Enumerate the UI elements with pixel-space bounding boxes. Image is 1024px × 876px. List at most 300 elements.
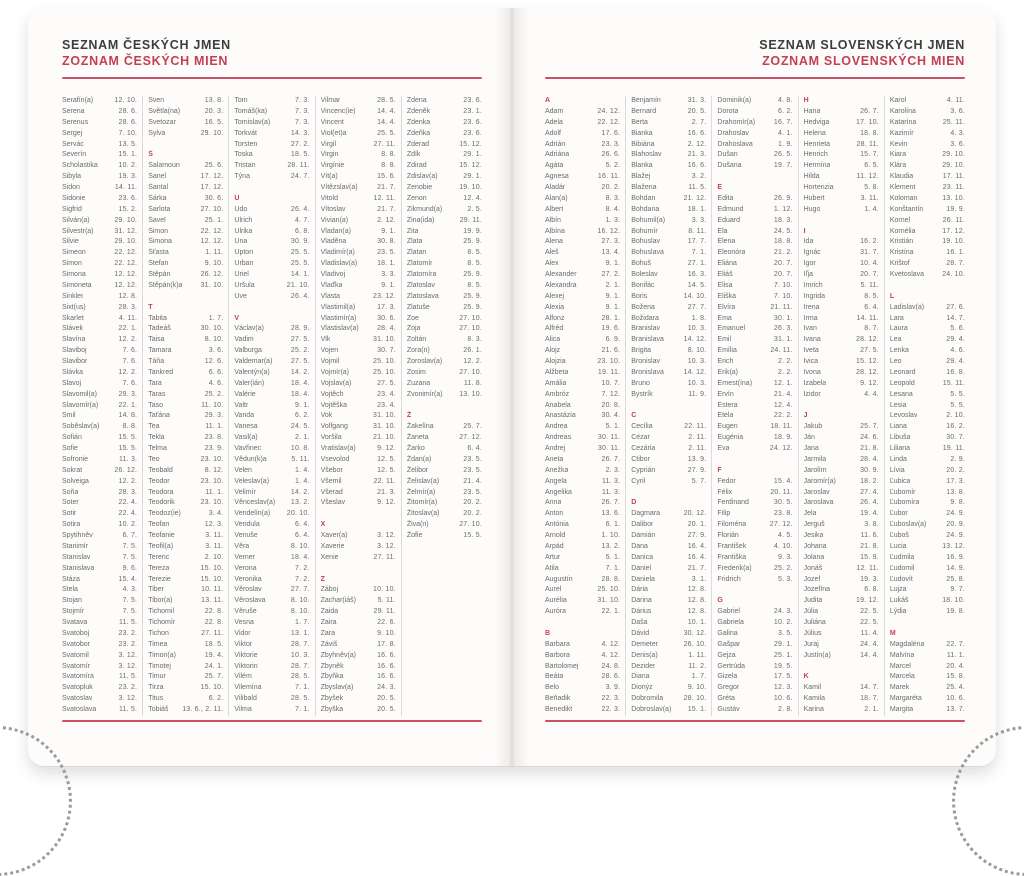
name-day-row bbox=[804, 248, 879, 259]
name-day-row bbox=[545, 140, 620, 151]
date-label: 31. 12. bbox=[114, 227, 138, 235]
name-day-row bbox=[717, 107, 792, 118]
name-label: Jonáš bbox=[803, 564, 823, 572]
name-day-row bbox=[62, 585, 137, 596]
name-day-row bbox=[148, 488, 223, 499]
name-day-row bbox=[545, 379, 620, 390]
name-day-row bbox=[545, 477, 620, 488]
date-label: 15. 5. bbox=[118, 434, 138, 442]
date-label: 23. 1. bbox=[463, 107, 483, 115]
date-label: 12. 5. bbox=[377, 466, 396, 474]
name-label: Virgil bbox=[320, 140, 337, 148]
date-label: 24. 12. bbox=[769, 445, 793, 452]
name-day-row bbox=[321, 379, 396, 390]
name-day-row bbox=[545, 411, 620, 422]
name-label: Vítoslav bbox=[320, 205, 346, 213]
name-label: Andreas bbox=[545, 434, 572, 442]
date-label: 28. 5. bbox=[377, 97, 396, 104]
name-label: Vojtěška bbox=[320, 401, 348, 409]
name-day-row bbox=[62, 564, 137, 575]
name-day-row bbox=[717, 248, 792, 259]
date-label: 17. 10. bbox=[856, 118, 879, 126]
name-day-row bbox=[234, 477, 309, 488]
date-label: 3. 6. bbox=[208, 347, 224, 355]
date-label: 6. 4. bbox=[294, 521, 310, 529]
date-label: 7. 2. bbox=[294, 575, 310, 583]
name-label: Sinkler bbox=[62, 292, 84, 300]
name-day-row bbox=[545, 227, 620, 238]
name-label: Viktorie bbox=[234, 651, 258, 659]
date-label: 18. 3. bbox=[773, 216, 793, 224]
date-label: 22. 6. bbox=[377, 619, 396, 626]
date-label: 31. 1. bbox=[773, 336, 793, 344]
name-label: Svatopluk bbox=[62, 684, 93, 692]
name-day-row bbox=[148, 161, 223, 172]
name-label: Vratislav(a) bbox=[320, 445, 356, 452]
name-day-row bbox=[148, 335, 223, 346]
name-day-row bbox=[148, 270, 223, 281]
date-label: 12. 2. bbox=[118, 336, 138, 344]
name-label: Dária bbox=[631, 586, 648, 594]
name-day-row bbox=[717, 531, 792, 542]
name-label: Svatomír bbox=[62, 662, 91, 670]
name-day-row bbox=[890, 248, 965, 259]
name-day-row bbox=[631, 651, 706, 662]
name-label: Adam bbox=[545, 107, 564, 115]
name-label: Hedviga bbox=[803, 118, 830, 126]
date-label: 1. 11. bbox=[688, 651, 707, 659]
name-day-row bbox=[148, 694, 223, 705]
name-day-row bbox=[545, 118, 620, 129]
name-label: Aleš bbox=[545, 249, 559, 257]
date-label: 3. 8. bbox=[864, 521, 879, 529]
name-day-row bbox=[631, 422, 706, 433]
date-label: 3. 3. bbox=[381, 271, 396, 278]
name-label: Vlaďka bbox=[320, 281, 343, 289]
name-label: Vilemína bbox=[234, 684, 262, 692]
name-label: Agáta bbox=[545, 162, 564, 170]
date-label: 30. 6. bbox=[204, 194, 224, 202]
name-label: Bohuslava bbox=[631, 249, 664, 257]
name-day-row bbox=[234, 444, 309, 455]
name-column bbox=[143, 96, 229, 716]
date-label: 23. 8. bbox=[204, 434, 224, 442]
name-day-row bbox=[62, 107, 137, 118]
date-label: 6. 2. bbox=[208, 695, 224, 703]
name-day-row bbox=[321, 248, 396, 259]
name-label: Silván(a) bbox=[62, 216, 90, 224]
date-label: 19. 11. bbox=[597, 368, 621, 376]
name-label: Filip bbox=[717, 510, 731, 518]
name-label: Marcel bbox=[889, 662, 911, 670]
name-day-row bbox=[890, 694, 965, 705]
name-day-row bbox=[62, 553, 137, 564]
name-label: Dominik(a) bbox=[717, 97, 752, 104]
name-label: Záviš bbox=[320, 640, 338, 648]
name-label: Týna bbox=[234, 173, 250, 181]
name-label: Galina bbox=[717, 629, 738, 637]
name-day-row bbox=[717, 683, 792, 694]
date-label: 27. 9. bbox=[687, 532, 707, 539]
name-label: Cezária bbox=[631, 445, 656, 452]
name-day-row bbox=[545, 303, 620, 314]
date-label: 20. 5. bbox=[377, 706, 396, 713]
name-label: Vlastislav(a) bbox=[320, 325, 359, 333]
date-label: 16. 12. bbox=[597, 227, 621, 235]
name-column bbox=[62, 96, 143, 716]
name-day-row bbox=[890, 422, 965, 433]
name-day-row bbox=[234, 520, 309, 531]
name-day-row bbox=[234, 346, 309, 357]
date-label: 24. 3. bbox=[773, 608, 793, 616]
date-label: 15. 10. bbox=[200, 564, 224, 572]
name-day-row bbox=[234, 357, 309, 368]
spacer-row bbox=[717, 585, 792, 596]
date-label: 6. 8. bbox=[864, 586, 879, 594]
name-day-row bbox=[148, 575, 223, 586]
name-day-row bbox=[717, 270, 792, 281]
name-label: Vendelín(a) bbox=[234, 510, 271, 518]
name-label: Teofil(a) bbox=[148, 542, 174, 550]
name-label: Vojslav(a) bbox=[320, 379, 352, 387]
name-day-row bbox=[62, 607, 137, 618]
section-letter: A bbox=[545, 97, 551, 104]
name-day-row bbox=[717, 281, 792, 292]
name-day-row bbox=[62, 444, 137, 455]
name-label: Liana bbox=[889, 423, 907, 431]
date-label: 1. 3. bbox=[605, 216, 621, 224]
name-label: Branislav bbox=[631, 325, 660, 333]
name-day-row bbox=[321, 292, 396, 303]
name-day-row bbox=[321, 96, 396, 107]
name-day-row bbox=[717, 553, 792, 564]
spacer-row bbox=[321, 564, 396, 575]
name-label: Blažej bbox=[631, 173, 651, 181]
date-label: 29. 4. bbox=[946, 336, 966, 344]
date-label: 25. 10. bbox=[373, 368, 396, 376]
name-day-row bbox=[62, 455, 137, 466]
date-label: 30. 11. bbox=[597, 445, 621, 452]
name-day-row bbox=[148, 564, 223, 575]
name-day-row bbox=[717, 542, 792, 553]
name-label: Soter bbox=[62, 499, 79, 507]
name-label: Ivica bbox=[803, 358, 819, 365]
name-label: Daniela bbox=[631, 575, 655, 583]
date-label: 23. 9. bbox=[204, 445, 224, 452]
name-label: Timotej bbox=[148, 662, 171, 670]
date-label: 31. 10. bbox=[597, 597, 621, 605]
date-label: 27. 5. bbox=[290, 358, 310, 365]
name-label: Blažena bbox=[631, 184, 657, 191]
name-day-row bbox=[890, 270, 965, 281]
name-label: Sofie bbox=[62, 445, 78, 452]
name-label: Ida bbox=[803, 238, 814, 246]
name-label: Vojen bbox=[320, 347, 339, 355]
name-label: Libuša bbox=[889, 434, 911, 442]
name-day-row bbox=[890, 531, 965, 542]
name-day-row bbox=[234, 390, 309, 401]
date-label: 25. 7. bbox=[204, 673, 224, 681]
name-label: Vlasta bbox=[320, 292, 341, 300]
date-label: 29. 10. bbox=[114, 216, 138, 224]
name-label: Dušan bbox=[717, 151, 738, 159]
name-label: Vilma bbox=[234, 706, 252, 713]
name-day-row bbox=[804, 640, 879, 651]
spacer-row bbox=[804, 401, 879, 412]
name-label: Alexia bbox=[545, 303, 565, 311]
name-day-row bbox=[148, 314, 223, 325]
name-day-row bbox=[148, 422, 223, 433]
date-label: 6. 7. bbox=[122, 532, 138, 539]
date-label: 11. 2. bbox=[688, 662, 707, 670]
name-day-row bbox=[62, 118, 137, 129]
name-day-row bbox=[804, 237, 879, 248]
name-day-row bbox=[631, 672, 706, 683]
name-day-row bbox=[717, 368, 792, 379]
name-day-row bbox=[890, 498, 965, 509]
section-letter: Z bbox=[320, 575, 325, 583]
name-day-row bbox=[717, 346, 792, 357]
name-day-row bbox=[631, 303, 706, 314]
name-label: Adriána bbox=[545, 151, 570, 159]
name-day-row bbox=[717, 705, 792, 716]
name-day-row bbox=[407, 237, 482, 248]
name-label: Irena bbox=[803, 303, 820, 311]
date-label: 26. 4. bbox=[860, 499, 879, 507]
section-letter: L bbox=[889, 292, 895, 300]
name-label: Bohumil(a) bbox=[631, 216, 666, 224]
name-label: Jerguš bbox=[803, 521, 825, 529]
name-day-row bbox=[321, 683, 396, 694]
date-label: 20. 2. bbox=[463, 499, 483, 507]
name-day-row bbox=[234, 411, 309, 422]
name-day-row bbox=[631, 542, 706, 553]
date-label: 20. 7. bbox=[773, 260, 793, 268]
name-label: Vítězslav(a) bbox=[320, 184, 358, 191]
name-day-row bbox=[717, 118, 792, 129]
date-label: 28. 12. bbox=[856, 336, 879, 344]
name-label: Eugen bbox=[717, 423, 738, 431]
name-label: Elisa bbox=[717, 281, 733, 289]
date-label: 7. 1. bbox=[294, 706, 310, 713]
name-day-row bbox=[62, 150, 137, 161]
date-label: 18. 10. bbox=[942, 597, 966, 605]
date-label: 3. 6. bbox=[950, 140, 966, 148]
name-label: Slávka bbox=[62, 368, 84, 376]
name-label: Dárius bbox=[631, 608, 652, 616]
date-label: 10. 2. bbox=[118, 162, 138, 170]
name-day-row bbox=[631, 466, 706, 477]
name-day-row bbox=[804, 422, 879, 433]
date-label: 22. 7. bbox=[946, 640, 966, 648]
name-day-row bbox=[890, 183, 965, 194]
name-label: Solveiga bbox=[62, 477, 89, 485]
left-name-day-columns bbox=[62, 96, 482, 716]
name-label: Aurel bbox=[545, 586, 562, 594]
date-label: 15. 4. bbox=[118, 575, 138, 583]
name-label: Gabriel bbox=[717, 608, 740, 616]
name-label: Tankred bbox=[148, 368, 174, 376]
name-day-row bbox=[62, 303, 137, 314]
date-label: 19. 9. bbox=[463, 227, 483, 235]
name-day-row bbox=[62, 248, 137, 259]
name-label: Anežka bbox=[545, 466, 569, 474]
name-day-row bbox=[62, 183, 137, 194]
date-label: 23. 5. bbox=[463, 466, 483, 474]
name-day-row bbox=[631, 585, 706, 596]
name-label: Všerad bbox=[320, 488, 343, 496]
date-label: 15. 4. bbox=[773, 477, 793, 485]
left-footer-rule bbox=[62, 720, 482, 722]
name-label: Vsevolod bbox=[320, 455, 350, 463]
date-label: 18. 4. bbox=[290, 553, 310, 561]
date-label: 16. 6. bbox=[687, 162, 707, 170]
date-label: 4. 6. bbox=[208, 379, 224, 387]
date-label: 28. 6. bbox=[118, 118, 138, 126]
date-label: 16. 6. bbox=[687, 129, 707, 137]
name-day-row bbox=[62, 368, 137, 379]
date-label: 28. 10. bbox=[683, 695, 707, 703]
name-day-row bbox=[804, 205, 879, 216]
name-day-row bbox=[890, 575, 965, 586]
name-label: Dalibor bbox=[631, 521, 654, 529]
name-day-row bbox=[62, 140, 137, 151]
name-label: Fridrich bbox=[717, 575, 741, 583]
name-day-row bbox=[321, 107, 396, 118]
date-label: 2. 10. bbox=[946, 412, 966, 420]
date-label: 10. 6. bbox=[773, 695, 793, 703]
date-label: 3. 4. bbox=[208, 510, 224, 518]
date-label: 20. 12. bbox=[683, 510, 707, 518]
name-day-row bbox=[321, 390, 396, 401]
name-label: Slávek bbox=[62, 325, 84, 333]
name-label: Žitoslav(a) bbox=[406, 510, 440, 518]
name-label: Elvíra bbox=[717, 303, 736, 311]
name-day-row bbox=[234, 585, 309, 596]
date-label: 12. 8. bbox=[687, 608, 707, 616]
date-label: 15. 9. bbox=[860, 553, 879, 561]
date-label: 20. 11. bbox=[770, 488, 793, 496]
date-label: 16. 3. bbox=[687, 271, 707, 278]
name-day-row bbox=[321, 150, 396, 161]
date-label: 21. 8. bbox=[860, 445, 879, 452]
name-label: Zosim bbox=[406, 368, 426, 376]
date-label: 25. 9. bbox=[463, 292, 483, 300]
date-label: 30. 9. bbox=[290, 238, 310, 246]
date-label: 8. 11. bbox=[688, 227, 707, 235]
name-label: Agnesa bbox=[545, 173, 569, 181]
name-day-row bbox=[407, 346, 482, 357]
date-label: 31. 10. bbox=[373, 412, 396, 420]
name-day-row bbox=[148, 607, 223, 618]
name-label: Gašpar bbox=[717, 640, 741, 648]
name-day-row bbox=[321, 542, 396, 553]
date-label: 15. 10. bbox=[200, 575, 224, 583]
name-day-row bbox=[804, 129, 879, 140]
name-label: Zora(n) bbox=[406, 347, 430, 355]
date-label: 29. 10. bbox=[942, 162, 966, 170]
name-label: Valer(ián) bbox=[234, 379, 265, 387]
name-label: Juraj bbox=[803, 640, 819, 648]
name-label: Simon bbox=[62, 260, 82, 268]
date-label: 28. 11. bbox=[856, 140, 879, 148]
date-label: 23. 6. bbox=[118, 194, 138, 202]
date-label: 23. 10. bbox=[200, 455, 224, 463]
name-label: Bonifác bbox=[631, 281, 655, 289]
date-label: 7. 6. bbox=[122, 379, 138, 387]
name-label: Vanda bbox=[234, 412, 255, 420]
name-label: Ľuboš bbox=[889, 532, 909, 539]
date-label: 12. 1. bbox=[773, 379, 793, 387]
name-day-row bbox=[804, 531, 879, 542]
name-label: Tadeáš bbox=[148, 325, 171, 333]
date-label: 3. 6. bbox=[950, 107, 966, 115]
name-label: Sibyla bbox=[62, 173, 82, 181]
name-label: Božidara bbox=[631, 314, 659, 322]
name-day-row bbox=[234, 509, 309, 520]
name-day-row bbox=[234, 672, 309, 683]
name-label: Uršula bbox=[234, 281, 255, 289]
name-day-row bbox=[545, 683, 620, 694]
name-day-row bbox=[545, 651, 620, 662]
date-label: 4. 12. bbox=[601, 640, 621, 648]
name-label: Jakub bbox=[803, 423, 823, 431]
date-label: 28. 4. bbox=[377, 325, 396, 333]
name-day-row bbox=[407, 259, 482, 270]
date-label: 10. 6. bbox=[946, 695, 966, 703]
date-label: 14. 5. bbox=[687, 281, 707, 289]
name-day-row bbox=[890, 161, 965, 172]
date-label: 30. 7. bbox=[946, 434, 966, 442]
date-label: 21. 4. bbox=[773, 390, 793, 398]
date-label: 21. 10. bbox=[373, 434, 396, 442]
name-label: Cyril bbox=[631, 477, 646, 485]
name-day-row bbox=[631, 183, 706, 194]
date-label: 8. 5. bbox=[864, 292, 879, 300]
name-day-row bbox=[631, 172, 706, 183]
name-label: Svatomíra bbox=[62, 673, 94, 681]
name-label: Jaroslava bbox=[803, 499, 834, 507]
name-day-row bbox=[631, 390, 706, 401]
name-label: Vitold bbox=[320, 194, 338, 202]
date-label: 24. 9. bbox=[946, 532, 966, 539]
name-day-row bbox=[321, 270, 396, 281]
name-day-row bbox=[717, 629, 792, 640]
name-label: Stojmír bbox=[62, 608, 85, 616]
name-label: Slavína bbox=[62, 336, 86, 344]
date-label: 12. 12. bbox=[200, 238, 224, 246]
name-day-row bbox=[717, 303, 792, 314]
date-label: 20. 2. bbox=[946, 466, 966, 474]
date-label: 17. 7. bbox=[687, 238, 707, 246]
name-day-row bbox=[62, 531, 137, 542]
name-label: Jaroslav bbox=[803, 488, 830, 496]
date-label: 15. 12. bbox=[459, 140, 483, 148]
name-day-row bbox=[631, 618, 706, 629]
name-label: Ján bbox=[803, 434, 815, 442]
name-label: Malvína bbox=[889, 651, 915, 659]
date-label: 10. 3. bbox=[687, 379, 707, 387]
date-label: 14. 9. bbox=[946, 564, 966, 572]
date-label: 27. 12. bbox=[769, 521, 793, 529]
name-day-row bbox=[62, 683, 137, 694]
date-label: 24. 5. bbox=[773, 227, 793, 235]
name-day-row bbox=[407, 433, 482, 444]
date-label: 22. 1. bbox=[601, 608, 621, 616]
date-label: 13. 10. bbox=[942, 194, 966, 202]
name-label: Zdeňka bbox=[406, 129, 431, 137]
date-label: 10. 1. bbox=[687, 619, 707, 626]
